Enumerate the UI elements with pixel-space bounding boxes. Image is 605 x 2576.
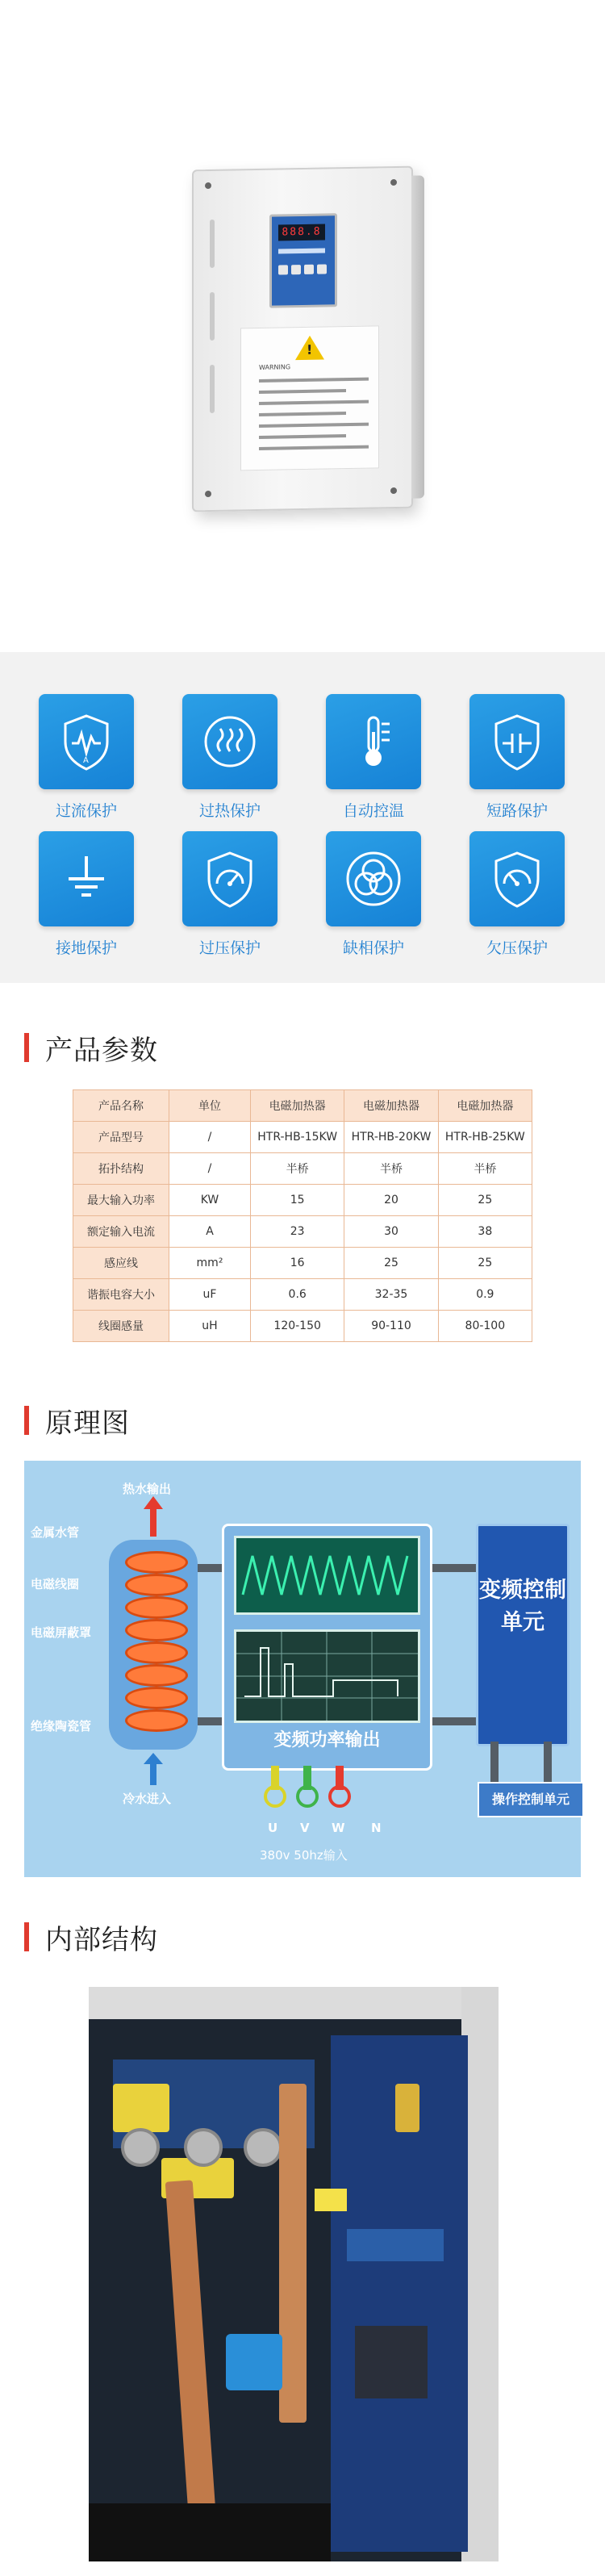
cabinet-side xyxy=(411,175,424,498)
digital-display: 888.8 xyxy=(278,224,325,241)
table-header-cell: 单位 xyxy=(169,1090,251,1122)
table-cell: 半桥 xyxy=(251,1153,344,1185)
table-cell: 线圈感量 xyxy=(73,1311,169,1342)
protection-tile xyxy=(326,694,421,789)
table-cell: 25 xyxy=(438,1185,532,1216)
warning-text-line xyxy=(259,389,346,394)
protection-label: 过流保护 xyxy=(55,802,117,820)
section-internal-heading xyxy=(24,1919,158,1955)
table-cell: uH xyxy=(169,1311,251,1342)
terminal-label: V xyxy=(300,1821,310,1835)
cabinet-top-edge xyxy=(89,1987,499,2019)
warning-text-line xyxy=(259,423,369,428)
table-cell: 20 xyxy=(344,1185,438,1216)
table-cell: / xyxy=(169,1153,251,1185)
table-row xyxy=(73,1311,532,1342)
table-cell: 产品型号 xyxy=(73,1122,169,1153)
pulse-wave-screen xyxy=(234,1629,420,1723)
inductor xyxy=(395,2084,419,2132)
label-ceramic-tube: 绝缘陶瓷管 xyxy=(31,1719,92,1733)
section-title: 产品参数 xyxy=(45,1034,158,1067)
table-row xyxy=(73,1185,532,1216)
table-header-row xyxy=(73,1090,532,1122)
heatsink-base xyxy=(89,2503,331,2561)
label-coil-wire: 电磁线圈 xyxy=(31,1577,80,1591)
hot-water-arrow-icon xyxy=(144,1496,163,1537)
label-input-spec: 380v 50hz输入 xyxy=(260,1848,348,1863)
warning-text-line xyxy=(259,412,346,416)
table-cell: KW xyxy=(169,1185,251,1216)
table-cell: 120-150 xyxy=(251,1311,344,1342)
table-cell: 23 xyxy=(251,1216,344,1248)
section-accent-bar xyxy=(24,1033,29,1062)
protection-tile xyxy=(182,831,277,926)
coil-turn xyxy=(125,1619,188,1641)
vent-slot xyxy=(210,220,215,268)
label-hot-water-out: 热水输出 xyxy=(123,1482,172,1496)
terminal-bolt xyxy=(244,2128,282,2167)
table-cell: 38 xyxy=(438,1216,532,1248)
section-params-heading xyxy=(24,1030,158,1065)
protection-features xyxy=(0,652,605,983)
table-cell: / xyxy=(169,1122,251,1153)
capacitor xyxy=(113,2084,169,2132)
control-unit xyxy=(476,1524,570,1746)
control-panel xyxy=(269,213,337,307)
triangle-wave-icon xyxy=(236,1538,418,1612)
cold-water-arrow-icon xyxy=(144,1753,163,1785)
panel-button xyxy=(278,265,288,274)
power-output-box xyxy=(222,1524,432,1771)
wire-rail xyxy=(198,1564,222,1572)
warning-triangle-icon: ! xyxy=(295,336,324,361)
warning-text-line xyxy=(259,400,369,405)
label-metal-pipe: 金属水管 xyxy=(31,1525,80,1540)
label-vf-output: 变频功率输出 xyxy=(273,1730,381,1750)
terminal-label: W xyxy=(332,1821,345,1835)
copper-busbar xyxy=(165,2180,218,2536)
protection-item-ground xyxy=(15,831,144,960)
panel-button xyxy=(304,265,314,274)
svg-text:A: A xyxy=(83,756,89,765)
coil-turn xyxy=(125,1641,188,1664)
interior-photo xyxy=(89,1987,499,2561)
warning-text-line xyxy=(259,445,369,450)
copper-busbar xyxy=(279,2084,307,2423)
protection-item-overheat xyxy=(158,694,287,823)
protection-label: 短路保护 xyxy=(486,802,548,820)
table-cell: 80-100 xyxy=(438,1311,532,1342)
shield-gauge-low-icon xyxy=(485,847,549,911)
coil-turn xyxy=(125,1664,188,1687)
vent-slot xyxy=(210,292,215,341)
screw xyxy=(205,491,211,497)
table-cell: 16 xyxy=(251,1248,344,1279)
terminal-bolt xyxy=(121,2128,160,2167)
warning-text-line xyxy=(259,434,346,439)
terminal-label: N xyxy=(371,1821,382,1835)
terminal-u-icon xyxy=(264,1785,286,1808)
table-cell: 25 xyxy=(344,1248,438,1279)
shield-circuit-icon xyxy=(485,709,549,774)
table-cell: 最大输入功率 xyxy=(73,1185,169,1216)
operation-unit: 操作控制单元 xyxy=(478,1782,584,1817)
shield-gauge-icon xyxy=(198,847,262,911)
label-control-unit: 变频控制单元 xyxy=(479,1578,566,1635)
warning-text-line xyxy=(259,378,369,383)
protection-label: 过压保护 xyxy=(198,939,261,957)
protection-item-phase-loss xyxy=(302,831,431,960)
protection-tile xyxy=(39,694,134,789)
heater-cabinet xyxy=(192,166,413,512)
table-cell: 32-35 xyxy=(344,1279,438,1311)
screw xyxy=(390,179,397,186)
wire-rail xyxy=(198,1717,222,1725)
protection-label: 接地保护 xyxy=(55,939,117,957)
table-header-cell: 产品名称 xyxy=(73,1090,169,1122)
table-row xyxy=(73,1122,532,1153)
wire-rail xyxy=(428,1564,476,1572)
wire-rail xyxy=(544,1742,552,1784)
heat-waves-icon xyxy=(198,709,262,774)
table-cell: 半桥 xyxy=(344,1153,438,1185)
params-table xyxy=(73,1089,532,1342)
table-row xyxy=(73,1216,532,1248)
shield-wave-icon xyxy=(54,709,119,774)
pulse-wave-icon xyxy=(236,1632,418,1721)
terminal-v-icon xyxy=(296,1785,319,1808)
wire-rail xyxy=(428,1717,476,1725)
table-cell: 90-110 xyxy=(344,1311,438,1342)
product-hero-image xyxy=(0,0,605,646)
table-cell: HTR-HB-25KW xyxy=(438,1122,532,1153)
table-cell: HTR-HB-20KW xyxy=(344,1122,438,1153)
protection-tile xyxy=(182,694,277,789)
protection-label: 自动控温 xyxy=(342,802,404,820)
table-cell: 拓扑结构 xyxy=(73,1153,169,1185)
vent-slot xyxy=(210,365,215,413)
current-transformer xyxy=(226,2334,282,2390)
coil-turn xyxy=(125,1687,188,1709)
protection-item-overcurrent xyxy=(15,694,144,823)
table-cell: A xyxy=(169,1216,251,1248)
thermometer-icon xyxy=(341,709,406,774)
protection-label: 欠压保护 xyxy=(486,939,548,957)
protection-label: 缺相保护 xyxy=(342,939,404,957)
protection-label: 过热保护 xyxy=(198,802,261,820)
relay xyxy=(315,2189,347,2211)
sine-wave-screen xyxy=(234,1536,420,1615)
chip-row xyxy=(347,2229,444,2261)
screw xyxy=(390,487,397,494)
coil-turn xyxy=(125,1574,188,1596)
coil-turn xyxy=(125,1596,188,1619)
label-cold-water-in: 冷水进入 xyxy=(123,1792,172,1806)
table-cell: 30 xyxy=(344,1216,438,1248)
table-cell: 0.9 xyxy=(438,1279,532,1311)
protection-item-overvoltage xyxy=(158,831,287,960)
table-cell: 感应线 xyxy=(73,1248,169,1279)
protection-tile xyxy=(326,831,421,926)
section-accent-bar xyxy=(24,1406,29,1435)
table-header-cell: 电磁加热器 xyxy=(251,1090,344,1122)
microcontroller xyxy=(355,2326,428,2398)
table-cell: mm² xyxy=(169,1248,251,1279)
table-cell: 25 xyxy=(438,1248,532,1279)
panel-button xyxy=(317,264,327,274)
table-cell: uF xyxy=(169,1279,251,1311)
table-cell: 15 xyxy=(251,1185,344,1216)
coil-turn xyxy=(125,1551,188,1574)
table-row xyxy=(73,1153,532,1185)
panel-button xyxy=(291,265,301,274)
protection-tile xyxy=(39,831,134,926)
warning-heading: WARNING xyxy=(259,363,291,371)
terminal-w-icon xyxy=(328,1785,351,1808)
ground-icon xyxy=(54,847,119,911)
terminal-bolt xyxy=(184,2128,223,2167)
terminal-label: U xyxy=(268,1821,278,1835)
protection-item-short-circuit xyxy=(445,694,574,823)
warning-label xyxy=(240,325,379,470)
table-cell: 半桥 xyxy=(438,1153,532,1185)
table-cell: 额定输入电流 xyxy=(73,1216,169,1248)
protection-tile xyxy=(469,831,565,926)
panel-label-strip xyxy=(278,249,325,254)
section-principle-heading xyxy=(24,1403,130,1438)
table-row xyxy=(73,1279,532,1311)
coil-turn xyxy=(125,1709,188,1732)
principle-diagram xyxy=(24,1461,581,1877)
section-title: 内部结构 xyxy=(45,1923,158,1956)
table-cell: 谐振电容大小 xyxy=(73,1279,169,1311)
table-header-cell: 电磁加热器 xyxy=(344,1090,438,1122)
section-title: 原理图 xyxy=(45,1407,130,1440)
screw xyxy=(205,182,211,189)
table-row xyxy=(73,1248,532,1279)
table-cell: 0.6 xyxy=(251,1279,344,1311)
protection-item-undervoltage xyxy=(445,831,574,960)
label-coil-shield: 电磁屏蔽罩 xyxy=(31,1625,92,1640)
wire-rail xyxy=(490,1742,499,1784)
table-header-cell: 电磁加热器 xyxy=(438,1090,532,1122)
protection-tile xyxy=(469,694,565,789)
section-accent-bar xyxy=(24,1922,29,1951)
protection-item-auto-temp xyxy=(302,694,431,823)
three-circles-icon xyxy=(341,847,406,911)
table-cell: HTR-HB-15KW xyxy=(251,1122,344,1153)
